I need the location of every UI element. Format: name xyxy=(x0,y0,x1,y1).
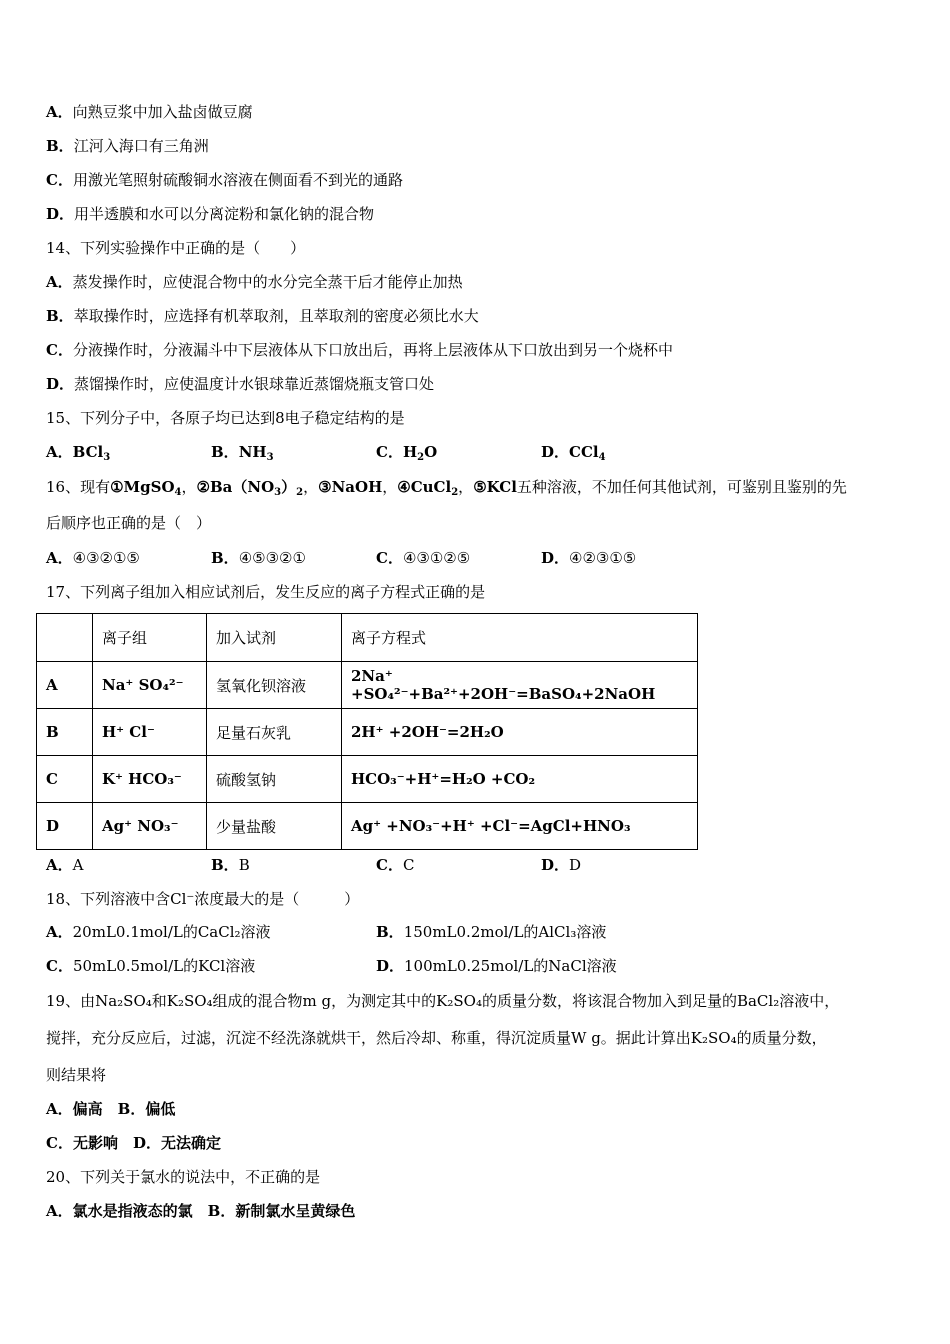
q14-option-d: D．蒸馏操作时，应使温度计水银球靠近蒸馏烧瓶支管口处 xyxy=(46,375,435,393)
q17-option-b: B．B xyxy=(211,856,250,874)
table-row xyxy=(37,709,698,756)
q19-stem-line2: 搅拌，充分反应后，过滤，沉淀不经洗涤就烘干，然后冷却、称重，得沉淀质量W g。据此计算出K₂SO₄的质量分数， xyxy=(46,1029,827,1047)
q20-stem: 20、下列关于氯水的说法中，不正确的是 xyxy=(46,1168,321,1186)
table-header-cell xyxy=(37,614,93,662)
q14-option-c: C．分液操作时，分液漏斗中下层液体从下口放出后，再将上层液体从下口放出到另一个烧杯中 xyxy=(46,341,673,359)
q14-option-b: B．萃取操作时，应选择有机萃取剂，且萃取剂的密度必须比水大 xyxy=(46,307,479,325)
row-reagent: 硫酸氢钠 xyxy=(207,756,342,803)
q13-option-d: D．用半透膜和水可以分离淀粉和氯化钠的混合物 xyxy=(46,205,375,223)
q13-option-a: A．向熟豆浆中加入盐卤做豆腐 xyxy=(46,103,253,121)
q16-option-a: A．④③②①⑤ xyxy=(46,549,140,567)
q17-stem: 17、下列离子组加入相应试剂后，发生反应的离子方程式正确的是 xyxy=(46,583,486,601)
table-row xyxy=(37,756,698,803)
q16-option-d: D．④②③①⑤ xyxy=(541,549,637,567)
ion-reaction-table xyxy=(36,613,698,850)
q17-option-c: C．C xyxy=(376,856,415,874)
q16-option-c: C．④③①②⑤ xyxy=(376,549,471,567)
row-equation: Ag⁺ +NO₃⁻+H⁺ +Cl⁻=AgCl+HNO₃ xyxy=(342,803,698,850)
q18-option-c: C．50mL0.5mol/L的KCl溶液 xyxy=(46,957,256,975)
q17-option-d: D．D xyxy=(541,856,582,874)
table-header-cell: 加入试剂 xyxy=(207,614,342,662)
table-header-cell: 离子组 xyxy=(93,614,207,662)
row-ions: H⁺ Cl⁻ xyxy=(93,709,207,756)
q15-option-d: D．CCl$_4$ xyxy=(541,443,606,463)
q14-stem: 14、下列实验操作中正确的是（ ） xyxy=(46,239,306,257)
q16-option-b: B．④⑤③②① xyxy=(211,549,306,567)
row-reagent: 少量盐酸 xyxy=(207,803,342,850)
q20-options-ab: A．氯水是指液态的氯 B．新制氯水呈黄绿色 xyxy=(46,1202,356,1220)
row-key: A xyxy=(37,662,93,709)
q19-stem-line1: 19、由Na₂SO₄和K₂SO₄组成的混合物m g，为测定其中的K₂SO₄的质量分数，将该混合物加入到足量的BaCl₂溶液中， xyxy=(46,992,840,1010)
q19-options-cd: C．无影响 D．无法确定 xyxy=(46,1134,221,1152)
q13-option-c: C．用激光笔照射硫酸铜水溶液在侧面看不到光的通路 xyxy=(46,171,403,189)
table-row xyxy=(37,803,698,850)
row-equation: 2Na⁺ +SO₄²⁻+Ba²⁺+2OH⁻=BaSO₄+2NaOH xyxy=(342,662,698,709)
q16-stem: 16、现有①MgSO$_4$，$②Ba(NO_3)_2$，③NaOH，④CuCl$_2$，⑤KCl五种溶液，不加任何其他试剂，可鉴别且鉴别的先 xyxy=(46,478,847,498)
q15-option-c: C．$H_2O$ xyxy=(376,443,438,463)
q17-option-a: A．A xyxy=(46,856,84,874)
q18-option-a: A．20mL0.1mol/L的CaCl₂溶液 xyxy=(46,923,271,941)
row-ions: Ag⁺ NO₃⁻ xyxy=(93,803,207,850)
q14-option-a: A．蒸发操作时，应使混合物中的水分完全蒸干后才能停止加热 xyxy=(46,273,463,291)
q15-stem: 15、下列分子中，各原子均已达到8电子稳定结构的是 xyxy=(46,409,405,427)
row-key: C xyxy=(37,756,93,803)
row-key: D xyxy=(37,803,93,850)
row-reagent: 足量石灰乳 xyxy=(207,709,342,756)
q18-stem: 18、下列溶液中含Cl⁻浓度最大的是（ ） xyxy=(46,890,360,908)
row-equation: HCO₃⁻+H⁺=H₂O +CO₂ xyxy=(342,756,698,803)
table-header-row xyxy=(37,614,698,662)
row-key: B xyxy=(37,709,93,756)
table-header-cell: 离子方程式 xyxy=(342,614,698,662)
table-row xyxy=(37,662,698,709)
row-equation: 2H⁺ +2OH⁻=2H₂O xyxy=(342,709,698,756)
q15-option-b: B．$NH_3$ xyxy=(211,443,274,463)
q19-options-ab: A．偏高 B．偏低 xyxy=(46,1100,176,1118)
q18-option-b: B．150mL0.2mol/L的AlCl₃溶液 xyxy=(376,923,607,941)
q18-option-d: D．100mL0.25mol/L的NaCl溶液 xyxy=(376,957,617,975)
row-ions: Na⁺ SO₄²⁻ xyxy=(93,662,207,709)
q19-stem-line3: 则结果将 xyxy=(46,1066,107,1084)
row-ions: K⁺ HCO₃⁻ xyxy=(93,756,207,803)
q13-option-b: B．江河入海口有三角洲 xyxy=(46,137,209,155)
q15-option-a: A．BCl$_3$ xyxy=(46,443,111,463)
row-reagent: 氢氧化钡溶液 xyxy=(207,662,342,709)
q16-stem-line2: 后顺序也正确的是（ ） xyxy=(46,514,212,532)
